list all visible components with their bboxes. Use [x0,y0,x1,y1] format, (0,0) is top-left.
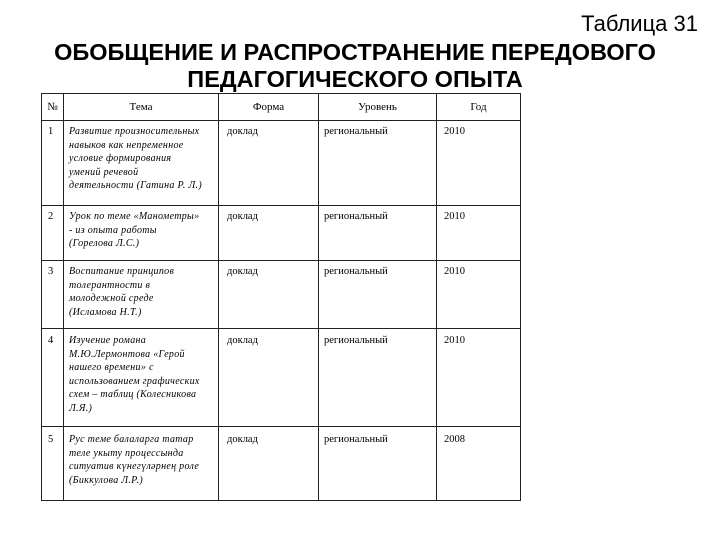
header-topic: Тема [64,94,219,121]
header-level: Уровень [319,94,437,121]
cell-topic: Изучение романа М.Ю.Лермонтова «Герой нашего времени» с использованием графических схем – таблиц (Колесникова Л.Я.) [64,329,219,427]
cell-year: 2010 [437,121,521,206]
cell-num: 2 [42,206,64,261]
cell-form: доклад [219,261,319,329]
cell-level: региональный [319,329,437,427]
header-form: Форма [219,94,319,121]
table-row [42,329,521,427]
cell-topic: Урок по теме «Манометры» - из опыта работы (Горелова Л.С.) [64,206,219,261]
table-row [42,427,521,501]
cell-form: доклад [219,329,319,427]
cell-form: доклад [219,121,319,206]
experience-table [41,93,521,501]
cell-level: региональный [319,261,437,329]
table-row [42,261,521,329]
cell-level: региональный [319,427,437,501]
cell-year: 2010 [437,206,521,261]
table-row [42,121,521,206]
cell-num: 3 [42,261,64,329]
cell-form: доклад [219,427,319,501]
cell-level: региональный [319,206,437,261]
cell-num: 1 [42,121,64,206]
cell-level: региональный [319,121,437,206]
cell-topic: Рус теме балаларга татар теле укыту процессында ситуатив күнегүләрнең роле (Биккулова Л.Р.) [64,427,219,501]
cell-year: 2010 [437,261,521,329]
cell-form: доклад [219,206,319,261]
header-year: Год [437,94,521,121]
table-header-row [42,94,521,121]
cell-year: 2008 [437,427,521,501]
table-caption: Таблица 31 [581,11,698,36]
cell-topic: Развитие произносительных навыков как непременное условие формирования умений речевой деятельности (Гатина Р. Л.) [64,121,219,206]
cell-topic: Воспитание принципов толерантности в молодежной среде (Исламова Н.Т.) [64,261,219,329]
page-title: ОБОБЩЕНИЕ И РАСПРОСТРАНЕНИЕ ПЕРЕДОВОГО ПЕДАГОГИЧЕСКОГО ОПЫТА [54,39,656,92]
cell-year: 2010 [437,329,521,427]
header-num: № [42,94,64,121]
table-row [42,206,521,261]
cell-num: 4 [42,329,64,427]
cell-num: 5 [42,427,64,501]
